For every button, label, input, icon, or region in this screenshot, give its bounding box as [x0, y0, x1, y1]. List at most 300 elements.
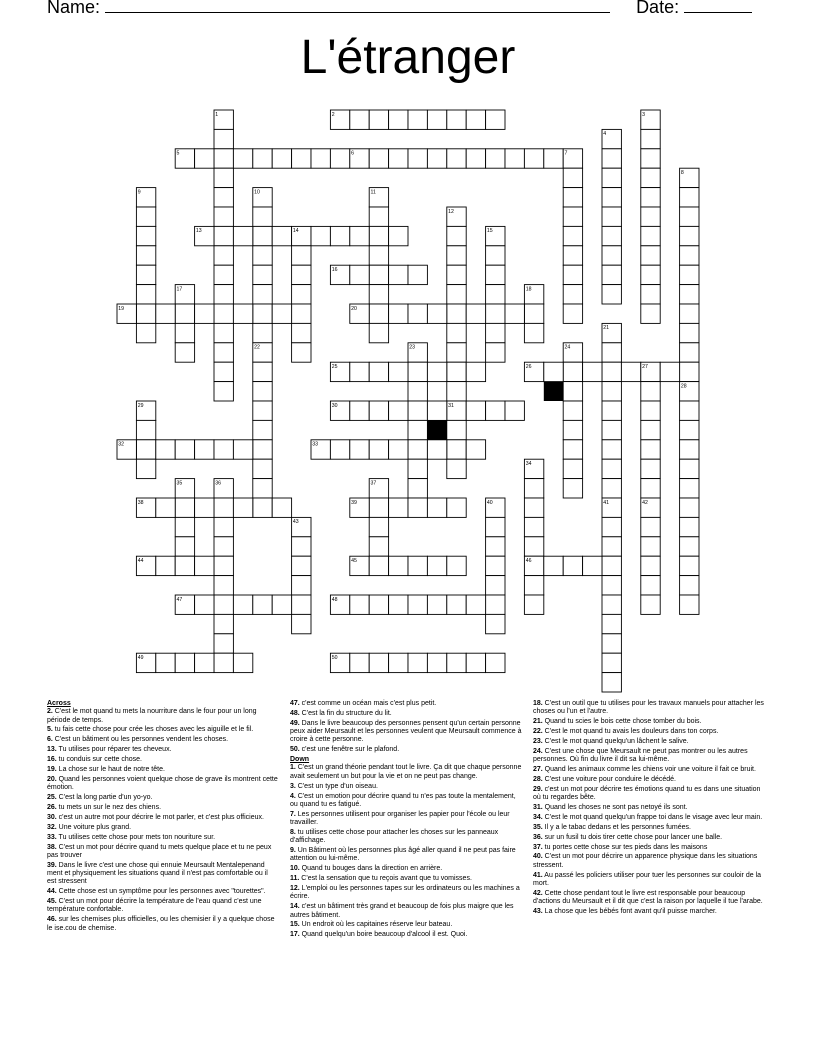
crossword-cell[interactable] — [389, 440, 408, 459]
crossword-cell[interactable] — [641, 517, 660, 536]
crossword-cell[interactable] — [253, 420, 272, 439]
crossword-cell[interactable] — [602, 440, 621, 459]
crossword-cell[interactable] — [292, 556, 311, 575]
crossword-cell[interactable] — [544, 556, 563, 575]
crossword-cell[interactable] — [466, 149, 485, 168]
crossword-cell[interactable] — [486, 285, 505, 304]
crossword-cell[interactable] — [563, 440, 582, 459]
crossword-cell[interactable] — [369, 110, 388, 129]
crossword-cell[interactable] — [330, 440, 349, 459]
crossword-cell[interactable] — [408, 653, 427, 672]
crossword-cell[interactable] — [233, 149, 252, 168]
crossword-cell[interactable] — [680, 207, 699, 226]
crossword-cell[interactable] — [292, 246, 311, 265]
crossword-cell[interactable] — [175, 304, 194, 323]
crossword-cell[interactable] — [175, 343, 194, 362]
crossword-cell[interactable] — [602, 556, 621, 575]
crossword-cell[interactable] — [292, 343, 311, 362]
crossword-cell[interactable] — [427, 401, 446, 420]
crossword-cell[interactable] — [641, 576, 660, 595]
crossword-cell[interactable] — [602, 285, 621, 304]
crossword-cell[interactable] — [350, 440, 369, 459]
crossword-cell[interactable] — [602, 459, 621, 478]
crossword-cell[interactable] — [369, 323, 388, 342]
crossword-cell[interactable] — [214, 343, 233, 362]
crossword-cell[interactable] — [563, 285, 582, 304]
crossword-cell[interactable] — [292, 614, 311, 633]
crossword-cell[interactable] — [253, 226, 272, 245]
crossword-cell[interactable] — [408, 149, 427, 168]
crossword-cell[interactable] — [214, 556, 233, 575]
crossword-cell[interactable] — [563, 207, 582, 226]
crossword-cell[interactable] — [408, 362, 427, 381]
crossword-cell[interactable] — [214, 304, 233, 323]
crossword-cell[interactable] — [602, 420, 621, 439]
crossword-cell[interactable] — [505, 401, 524, 420]
crossword-cell[interactable] — [524, 304, 543, 323]
crossword-cell[interactable] — [680, 362, 699, 381]
crossword-cell[interactable] — [563, 188, 582, 207]
crossword-cell[interactable] — [486, 537, 505, 556]
crossword-cell[interactable] — [466, 304, 485, 323]
crossword-cell[interactable] — [427, 595, 446, 614]
crossword-cell[interactable] — [602, 401, 621, 420]
crossword-cell[interactable] — [563, 246, 582, 265]
crossword-cell[interactable] — [408, 265, 427, 284]
crossword-cell[interactable] — [272, 498, 291, 517]
crossword-cell[interactable] — [330, 149, 349, 168]
crossword-cell[interactable] — [505, 149, 524, 168]
crossword-cell[interactable] — [389, 653, 408, 672]
crossword-cell[interactable] — [486, 614, 505, 633]
crossword-cell[interactable] — [524, 537, 543, 556]
crossword-cell[interactable] — [136, 207, 155, 226]
crossword-cell[interactable] — [214, 614, 233, 633]
crossword-cell[interactable] — [369, 653, 388, 672]
crossword-cell[interactable] — [195, 304, 214, 323]
crossword-cell[interactable] — [563, 459, 582, 478]
crossword-cell[interactable] — [369, 401, 388, 420]
crossword-cell[interactable] — [350, 401, 369, 420]
crossword-cell[interactable] — [214, 168, 233, 187]
crossword-cell[interactable] — [292, 304, 311, 323]
crossword-cell[interactable] — [583, 556, 602, 575]
crossword-cell[interactable] — [214, 576, 233, 595]
crossword-cell[interactable] — [486, 517, 505, 536]
crossword-cell[interactable] — [350, 595, 369, 614]
crossword-cell[interactable] — [544, 149, 563, 168]
crossword-cell[interactable] — [214, 265, 233, 284]
crossword-cell[interactable] — [253, 479, 272, 498]
crossword-cell[interactable] — [602, 226, 621, 245]
crossword-cell[interactable] — [427, 304, 446, 323]
crossword-cell[interactable] — [253, 323, 272, 342]
crossword-cell[interactable] — [350, 226, 369, 245]
crossword-cell[interactable] — [524, 595, 543, 614]
crossword-cell[interactable] — [214, 537, 233, 556]
crossword-cell[interactable] — [214, 149, 233, 168]
crossword-cell[interactable] — [408, 498, 427, 517]
crossword-cell[interactable] — [136, 285, 155, 304]
crossword-cell[interactable] — [641, 459, 660, 478]
crossword-cell[interactable] — [389, 595, 408, 614]
crossword-cell[interactable] — [680, 595, 699, 614]
crossword-cell[interactable] — [195, 556, 214, 575]
crossword-cell[interactable] — [486, 304, 505, 323]
crossword-cell[interactable] — [660, 362, 679, 381]
crossword-cell[interactable] — [369, 498, 388, 517]
crossword-cell[interactable] — [253, 304, 272, 323]
crossword-cell[interactable] — [272, 595, 291, 614]
crossword-cell[interactable] — [563, 556, 582, 575]
crossword-cell[interactable] — [408, 110, 427, 129]
crossword-cell[interactable] — [136, 420, 155, 439]
crossword-cell[interactable] — [214, 323, 233, 342]
crossword-cell[interactable] — [486, 265, 505, 284]
crossword-cell[interactable] — [156, 653, 175, 672]
crossword-cell[interactable] — [369, 149, 388, 168]
crossword-cell[interactable] — [602, 673, 621, 692]
crossword-cell[interactable] — [369, 362, 388, 381]
crossword-cell[interactable] — [447, 653, 466, 672]
crossword-cell[interactable] — [292, 265, 311, 284]
crossword-cell[interactable] — [641, 440, 660, 459]
crossword-cell[interactable] — [680, 576, 699, 595]
crossword-cell[interactable] — [602, 537, 621, 556]
crossword-cell[interactable] — [369, 517, 388, 536]
crossword-cell[interactable] — [563, 401, 582, 420]
crossword-cell[interactable] — [447, 226, 466, 245]
crossword-cell[interactable] — [369, 556, 388, 575]
crossword-cell[interactable] — [214, 129, 233, 148]
crossword-cell[interactable] — [156, 556, 175, 575]
crossword-cell[interactable] — [292, 576, 311, 595]
crossword-cell[interactable] — [214, 595, 233, 614]
crossword-cell[interactable] — [292, 323, 311, 342]
crossword-cell[interactable] — [641, 556, 660, 575]
crossword-cell[interactable] — [524, 517, 543, 536]
crossword-cell[interactable] — [389, 304, 408, 323]
crossword-cell[interactable] — [253, 265, 272, 284]
crossword-cell[interactable] — [253, 440, 272, 459]
crossword-cell[interactable] — [602, 207, 621, 226]
crossword-cell[interactable] — [214, 246, 233, 265]
crossword-cell[interactable] — [214, 653, 233, 672]
crossword-cell[interactable] — [641, 168, 660, 187]
crossword-cell[interactable] — [447, 265, 466, 284]
crossword-cell[interactable] — [214, 226, 233, 245]
crossword-cell[interactable] — [680, 304, 699, 323]
crossword-cell[interactable] — [680, 440, 699, 459]
crossword-cell[interactable] — [214, 188, 233, 207]
crossword-cell[interactable] — [641, 207, 660, 226]
crossword-cell[interactable] — [136, 459, 155, 478]
crossword-cell[interactable] — [292, 537, 311, 556]
crossword-cell[interactable] — [408, 459, 427, 478]
crossword-cell[interactable] — [583, 362, 602, 381]
crossword-cell[interactable] — [563, 168, 582, 187]
crossword-cell[interactable] — [602, 149, 621, 168]
crossword-cell[interactable] — [175, 517, 194, 536]
crossword-cell[interactable] — [175, 323, 194, 342]
crossword-cell[interactable] — [156, 304, 175, 323]
crossword-cell[interactable] — [486, 323, 505, 342]
crossword-cell[interactable] — [447, 459, 466, 478]
crossword-cell[interactable] — [253, 246, 272, 265]
crossword-cell[interactable] — [350, 265, 369, 284]
crossword-cell[interactable] — [466, 653, 485, 672]
crossword-cell[interactable] — [641, 285, 660, 304]
crossword-cell[interactable] — [680, 323, 699, 342]
crossword-cell[interactable] — [408, 401, 427, 420]
crossword-cell[interactable] — [486, 556, 505, 575]
crossword-cell[interactable] — [427, 110, 446, 129]
crossword-cell[interactable] — [233, 498, 252, 517]
crossword-cell[interactable] — [369, 537, 388, 556]
crossword-cell[interactable] — [447, 323, 466, 342]
crossword-cell[interactable] — [486, 246, 505, 265]
crossword-cell[interactable] — [427, 149, 446, 168]
crossword-cell[interactable] — [680, 517, 699, 536]
crossword-cell[interactable] — [175, 556, 194, 575]
crossword-cell[interactable] — [195, 653, 214, 672]
crossword-cell[interactable] — [330, 226, 349, 245]
crossword-cell[interactable] — [408, 556, 427, 575]
crossword-cell[interactable] — [602, 265, 621, 284]
crossword-cell[interactable] — [680, 343, 699, 362]
crossword-cell[interactable] — [253, 362, 272, 381]
crossword-cell[interactable] — [408, 304, 427, 323]
crossword-cell[interactable] — [350, 362, 369, 381]
crossword-cell[interactable] — [253, 149, 272, 168]
crossword-cell[interactable] — [214, 362, 233, 381]
crossword-cell[interactable] — [272, 304, 291, 323]
crossword-cell[interactable] — [641, 595, 660, 614]
crossword-cell[interactable] — [447, 304, 466, 323]
crossword-cell[interactable] — [447, 595, 466, 614]
crossword-cell[interactable] — [641, 382, 660, 401]
crossword-cell[interactable] — [195, 149, 214, 168]
crossword-cell[interactable] — [602, 634, 621, 653]
crossword-cell[interactable] — [447, 110, 466, 129]
crossword-cell[interactable] — [447, 382, 466, 401]
crossword-cell[interactable] — [563, 479, 582, 498]
crossword-cell[interactable] — [486, 110, 505, 129]
crossword-cell[interactable] — [641, 401, 660, 420]
crossword-cell[interactable] — [641, 304, 660, 323]
crossword-cell[interactable] — [156, 498, 175, 517]
crossword-cell[interactable] — [253, 207, 272, 226]
crossword-cell[interactable] — [641, 188, 660, 207]
crossword-cell[interactable] — [175, 498, 194, 517]
crossword-cell[interactable] — [563, 362, 582, 381]
crossword-cell[interactable] — [369, 265, 388, 284]
crossword-cell[interactable] — [602, 614, 621, 633]
crossword-cell[interactable] — [214, 498, 233, 517]
crossword-cell[interactable] — [447, 440, 466, 459]
crossword-cell[interactable] — [253, 382, 272, 401]
crossword-cell[interactable] — [680, 226, 699, 245]
crossword-cell[interactable] — [292, 149, 311, 168]
crossword-cell[interactable] — [427, 556, 446, 575]
crossword-cell[interactable] — [641, 129, 660, 148]
crossword-cell[interactable] — [408, 479, 427, 498]
crossword-cell[interactable] — [447, 149, 466, 168]
crossword-cell[interactable] — [563, 265, 582, 284]
crossword-cell[interactable] — [233, 226, 252, 245]
crossword-cell[interactable] — [486, 576, 505, 595]
crossword-cell[interactable] — [466, 362, 485, 381]
crossword-cell[interactable] — [292, 595, 311, 614]
crossword-cell[interactable] — [563, 304, 582, 323]
crossword-cell[interactable] — [136, 440, 155, 459]
crossword-cell[interactable] — [680, 537, 699, 556]
crossword-cell[interactable] — [272, 226, 291, 245]
crossword-cell[interactable] — [641, 149, 660, 168]
crossword-cell[interactable] — [311, 149, 330, 168]
crossword-cell[interactable] — [214, 634, 233, 653]
crossword-cell[interactable] — [136, 265, 155, 284]
crossword-cell[interactable] — [389, 498, 408, 517]
crossword-cell[interactable] — [680, 188, 699, 207]
crossword-cell[interactable] — [214, 285, 233, 304]
crossword-cell[interactable] — [544, 362, 563, 381]
crossword-cell[interactable] — [389, 110, 408, 129]
crossword-cell[interactable] — [680, 420, 699, 439]
crossword-cell[interactable] — [195, 498, 214, 517]
crossword-cell[interactable] — [680, 479, 699, 498]
crossword-cell[interactable] — [253, 498, 272, 517]
crossword-cell[interactable] — [292, 285, 311, 304]
crossword-cell[interactable] — [447, 556, 466, 575]
crossword-cell[interactable] — [602, 362, 621, 381]
crossword-cell[interactable] — [195, 595, 214, 614]
crossword-cell[interactable] — [214, 517, 233, 536]
crossword-cell[interactable] — [641, 479, 660, 498]
crossword-cell[interactable] — [563, 382, 582, 401]
crossword-cell[interactable] — [389, 149, 408, 168]
crossword-cell[interactable] — [272, 149, 291, 168]
crossword-cell[interactable] — [447, 246, 466, 265]
crossword-cell[interactable] — [563, 420, 582, 439]
crossword-cell[interactable] — [621, 362, 640, 381]
crossword-cell[interactable] — [175, 537, 194, 556]
crossword-cell[interactable] — [602, 188, 621, 207]
crossword-cell[interactable] — [466, 401, 485, 420]
crossword-cell[interactable] — [350, 110, 369, 129]
crossword-cell[interactable] — [486, 653, 505, 672]
crossword-cell[interactable] — [389, 226, 408, 245]
crossword-cell[interactable] — [389, 362, 408, 381]
crossword-cell[interactable] — [369, 304, 388, 323]
crossword-cell[interactable] — [447, 498, 466, 517]
crossword-cell[interactable] — [641, 246, 660, 265]
crossword-cell[interactable] — [389, 401, 408, 420]
crossword-cell[interactable] — [680, 556, 699, 575]
crossword-cell[interactable] — [233, 440, 252, 459]
crossword-cell[interactable] — [233, 653, 252, 672]
crossword-cell[interactable] — [369, 246, 388, 265]
crossword-cell[interactable] — [447, 420, 466, 439]
crossword-cell[interactable] — [466, 440, 485, 459]
crossword-cell[interactable] — [602, 246, 621, 265]
crossword-cell[interactable] — [389, 556, 408, 575]
crossword-cell[interactable] — [524, 323, 543, 342]
crossword-cell[interactable] — [486, 401, 505, 420]
crossword-cell[interactable] — [680, 265, 699, 284]
crossword-cell[interactable] — [408, 440, 427, 459]
crossword-cell[interactable] — [641, 537, 660, 556]
crossword-cell[interactable] — [369, 440, 388, 459]
crossword-cell[interactable] — [408, 382, 427, 401]
crossword-cell[interactable] — [602, 382, 621, 401]
crossword-cell[interactable] — [175, 440, 194, 459]
crossword-cell[interactable] — [136, 246, 155, 265]
crossword-cell[interactable] — [136, 323, 155, 342]
crossword-cell[interactable] — [447, 362, 466, 381]
crossword-cell[interactable] — [253, 285, 272, 304]
crossword-cell[interactable] — [427, 653, 446, 672]
crossword-cell[interactable] — [680, 285, 699, 304]
crossword-cell[interactable] — [408, 595, 427, 614]
crossword-cell[interactable] — [156, 440, 175, 459]
crossword-cell[interactable] — [427, 362, 446, 381]
crossword-cell[interactable] — [505, 304, 524, 323]
crossword-cell[interactable] — [680, 498, 699, 517]
crossword-cell[interactable] — [233, 304, 252, 323]
crossword-cell[interactable] — [466, 595, 485, 614]
crossword-cell[interactable] — [602, 576, 621, 595]
crossword-cell[interactable] — [602, 168, 621, 187]
crossword-cell[interactable] — [369, 207, 388, 226]
crossword-cell[interactable] — [680, 401, 699, 420]
crossword-cell[interactable] — [214, 440, 233, 459]
crossword-cell[interactable] — [447, 343, 466, 362]
crossword-cell[interactable] — [641, 420, 660, 439]
crossword-cell[interactable] — [253, 401, 272, 420]
crossword-cell[interactable] — [389, 265, 408, 284]
crossword-cell[interactable] — [214, 382, 233, 401]
crossword-cell[interactable] — [369, 226, 388, 245]
crossword-cell[interactable] — [524, 479, 543, 498]
crossword-cell[interactable] — [427, 440, 446, 459]
crossword-cell[interactable] — [214, 207, 233, 226]
crossword-cell[interactable] — [602, 343, 621, 362]
crossword-cell[interactable] — [524, 498, 543, 517]
crossword-cell[interactable] — [680, 459, 699, 478]
crossword-cell[interactable] — [175, 653, 194, 672]
crossword-cell[interactable] — [253, 595, 272, 614]
crossword-cell[interactable] — [524, 149, 543, 168]
crossword-cell[interactable] — [447, 285, 466, 304]
crossword-cell[interactable] — [427, 498, 446, 517]
crossword-cell[interactable] — [563, 226, 582, 245]
crossword-cell[interactable] — [136, 304, 155, 323]
crossword-cell[interactable] — [466, 110, 485, 129]
crossword-cell[interactable] — [602, 517, 621, 536]
crossword-cell[interactable] — [602, 479, 621, 498]
crossword-cell[interactable] — [602, 653, 621, 672]
crossword-cell[interactable] — [486, 595, 505, 614]
crossword-cell[interactable] — [253, 459, 272, 478]
crossword-cell[interactable] — [233, 595, 252, 614]
crossword-cell[interactable] — [680, 246, 699, 265]
crossword-cell[interactable] — [369, 285, 388, 304]
crossword-cell[interactable] — [641, 265, 660, 284]
crossword-cell[interactable] — [408, 420, 427, 439]
crossword-cell[interactable] — [195, 440, 214, 459]
crossword-cell[interactable] — [486, 149, 505, 168]
